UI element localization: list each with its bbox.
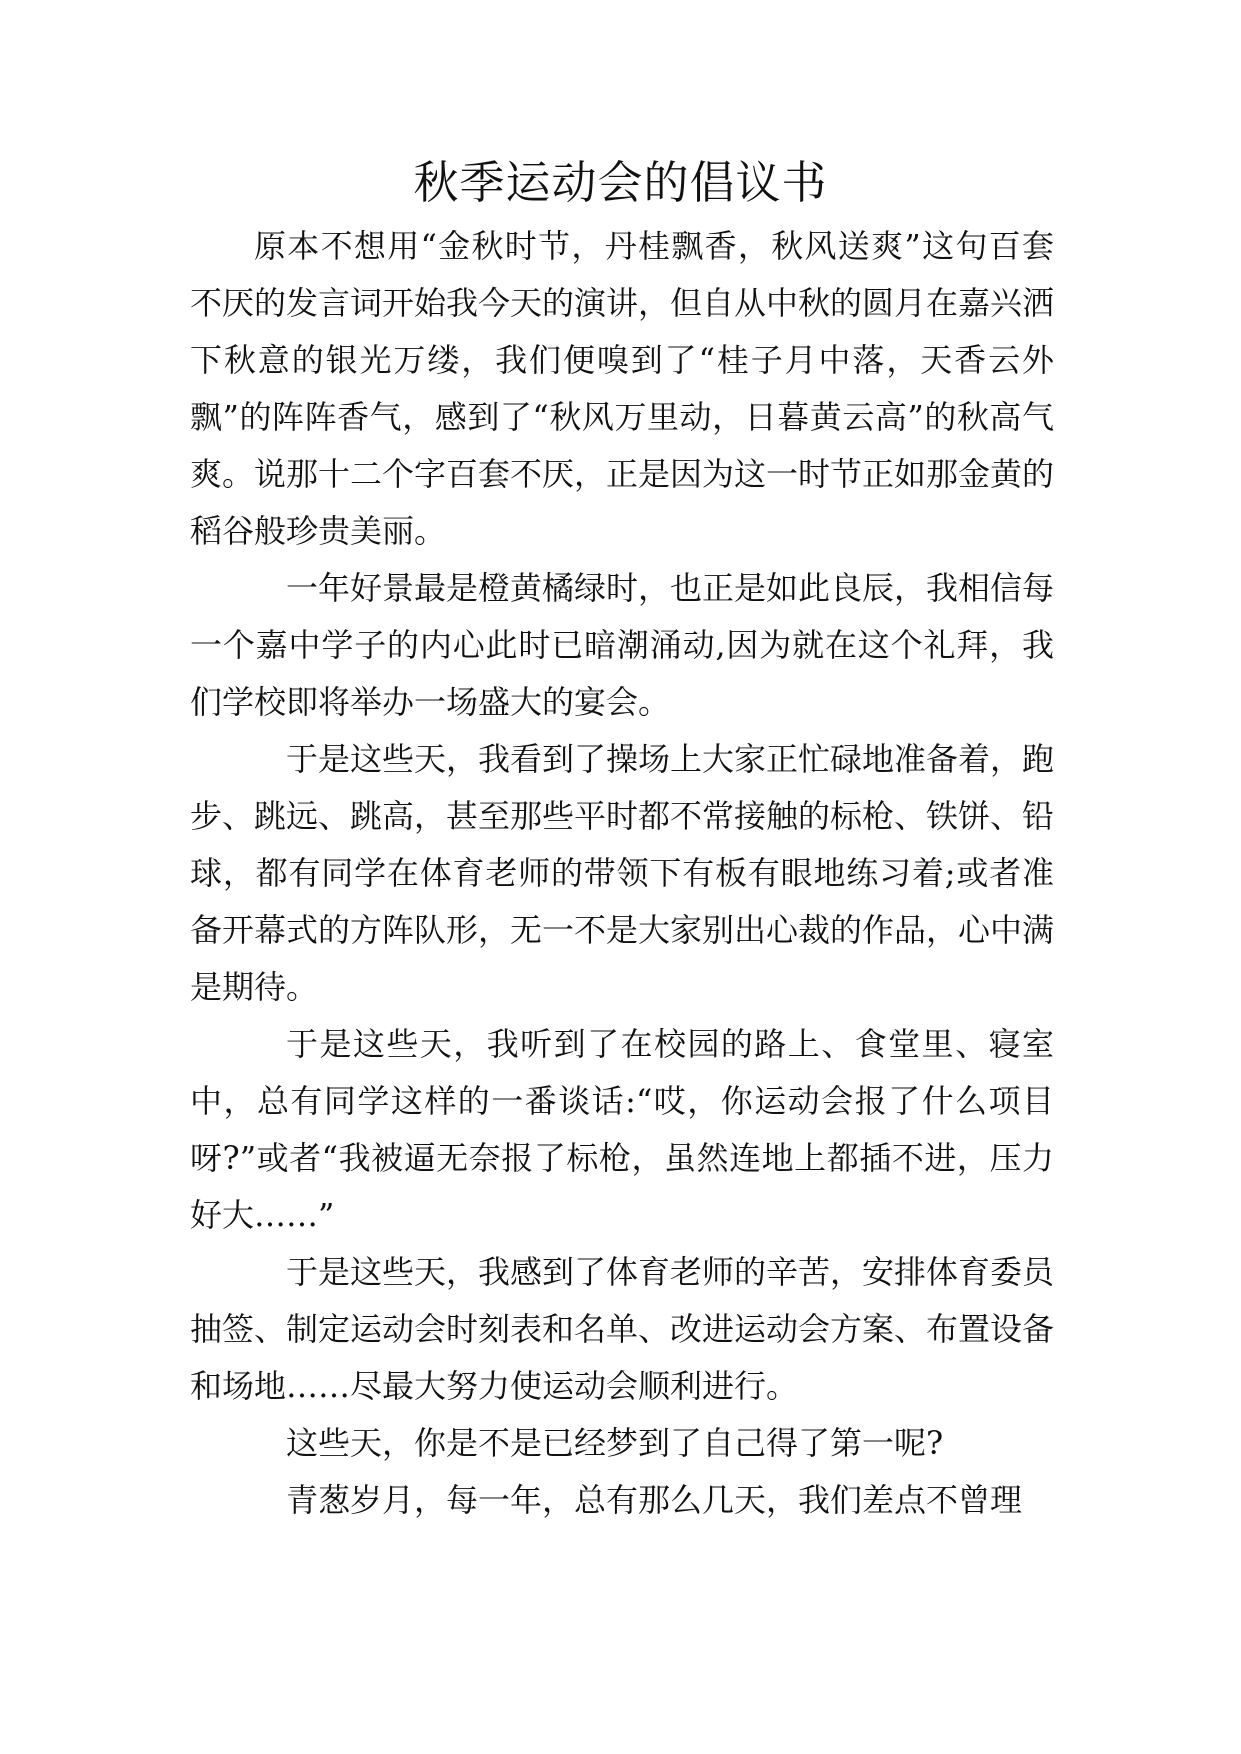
document-title: 秋季运动会的倡议书 xyxy=(413,156,828,209)
paragraph-2: 一年好景最是橙黄橘绿时，也正是如此良辰，我相信每一个嘉中学子的内心此时已暗潮涌动,因为就在这个礼拜，我们学校即将举办一场盛大的宴会。 xyxy=(190,569,1055,721)
paragraph-5: 于是这些天，我感到了体育老师的辛苦，安排体育委员抽签、制定运动会时刻表和名单、改进运动会方案、布置设备和场地……尽最大努力使运动会顺利进行。 xyxy=(190,1253,1055,1405)
paragraph-7: 青葱岁月，每一年，总有那么几天，我们差点不曾理 xyxy=(286,1481,1023,1519)
paragraph-3: 于是这些天，我看到了操场上大家正忙碌地准备着，跑步、跳远、跳高，甚至那些平时都不常接触的标枪、铁饼、铅球，都有同学在体育老师的带领下有板有眼地练习着;或者准备开幕式的方阵队形，无一不是大家别出心裁的作品，心中满是期待。 xyxy=(190,740,1055,1006)
paragraph-4: 于是这些天，我听到了在校园的路上、食堂里、寝室中，总有同学这样的一番谈话:“哎，你运动会报了什么项目呀?”或者“我被逼无奈报了标枪，虽然连地上都插不进，压力好大……” xyxy=(190,1025,1054,1234)
document-body xyxy=(190,218,1054,1529)
paragraph-1: 原本不想用“金秋时节，丹桂飘香，秋风送爽”这句百套不厌的发言词开始我今天的演讲，但自从中秋的圆月在嘉兴洒下秋意的银光万缕，我们便嗅到了“桂子月中落，天香云外飘”的阵阵香气，感到了“秋风万里动，日暮黄云高”的秋高气爽。说那十二个字百套不厌，正是因为这一时节正如那金黄的稻谷般珍贵美丽。 xyxy=(190,227,1055,550)
paragraph-6: 这些天，你是不是已经梦到了自己得了第一呢? xyxy=(286,1424,944,1462)
